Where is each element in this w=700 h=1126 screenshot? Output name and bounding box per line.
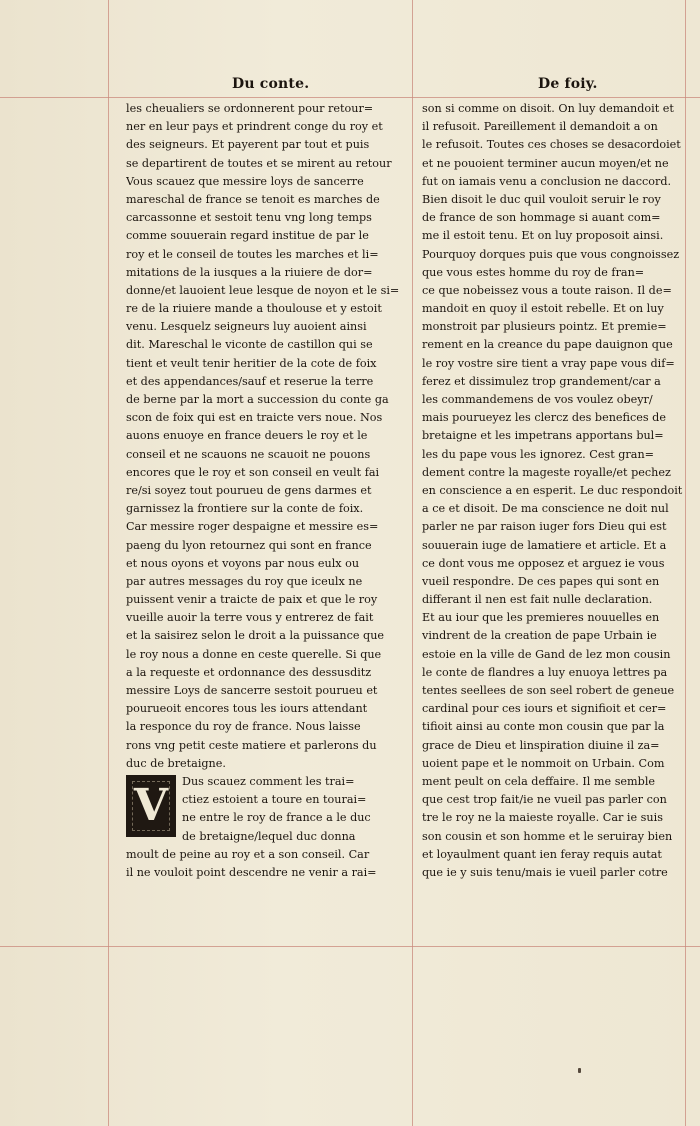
text-line: mareschal de france se tenoit es marches de	[126, 192, 380, 206]
text-line: et la saisirez selon le droit a la puissance que	[126, 629, 385, 643]
text-line: le conte de flandres a luy enuoya lettres pa	[422, 665, 668, 679]
text-line: Dus scauez comment les trai=	[182, 774, 355, 788]
text-line: ner en leur pays et prindrent conge du roy et	[126, 120, 383, 134]
text-line: de bretaigne/lequel duc donna	[182, 829, 356, 843]
text-line: le roy nous a donne en ceste querelle. Si que	[126, 647, 382, 661]
text-line: Car messire roger despaigne et messire es=	[126, 520, 379, 534]
text-line: son cousin et son homme et le seruiray bien	[422, 829, 673, 843]
text-line: tre le roy ne la maieste royalle. Car ie suis	[422, 811, 663, 825]
text-line: messire Loys de sancerre sestoit pourueu et	[126, 684, 378, 697]
text-line: de france de son hommage si auant com=	[422, 211, 661, 225]
margin-rule-left	[108, 0, 109, 1126]
text-line: a la requeste et ordonnance des dessusditz	[126, 665, 372, 679]
text-line: re/si soyez tout pourueu de gens darmes et	[126, 483, 372, 497]
text-line: roy et le conseil de toutes les marches et li=	[126, 247, 379, 261]
text-line: rons vng petit ceste matiere et parlerons du	[126, 738, 377, 752]
ink-speck	[578, 1068, 581, 1073]
text-line: monstroit par plusieurs pointz. Et premie=	[422, 320, 667, 334]
text-line: il refusoit. Pareillement il demandoit a on	[422, 120, 658, 134]
text-line: Vous scauez que messire loys de sancerre	[126, 174, 364, 188]
text-line: et loyaulment quant ien feray requis autat	[422, 847, 662, 861]
text-line: les commandemens de vos voulez obeyr/	[422, 393, 653, 406]
text-line: ment peult on cela deffaire. Il me semble	[422, 774, 656, 788]
right-text-column	[422, 100, 690, 882]
text-line: des seigneurs. Et payerent par tout et puis	[126, 138, 370, 152]
text-line: carcassonne et sestoit tenu vng long temps	[126, 211, 372, 225]
text-line: mandoit en quoy il estoit rebelle. Et on luy	[422, 302, 664, 316]
text-line: rement en la creance du pape dauignon que	[422, 338, 673, 352]
text-line: donne/et lauoient leue lesque de noyon et le si=	[126, 283, 400, 297]
text-line: ne entre le roy de france a le duc	[182, 811, 371, 825]
text-line: et des appendances/sauf et reserue la terre	[126, 374, 374, 388]
text-line: garnissez la frontiere sur la conte de foix.	[126, 502, 364, 516]
text-line: Bien disoit le duc quil vouloit seruir le roy	[422, 192, 661, 206]
text-line: mais pourueyez les clercz des benefices de	[422, 411, 666, 425]
text-line: estoie en la ville de Gand de lez mon cousin	[422, 647, 671, 661]
gutter-rule	[412, 0, 413, 1126]
text-line: la responce du roy de france. Nous laisse	[126, 720, 361, 734]
text-line: tentes seellees de son seel robert de geneue	[422, 684, 675, 697]
text-line: vueille auoir la terre vous y entrerez de fait	[126, 611, 374, 625]
chapter-opening	[126, 773, 408, 846]
text-line: tifioit ainsi au conte mon cousin que par la	[422, 720, 665, 734]
text-line: le refusoit. Toutes ces choses se desacordoiet	[422, 138, 681, 152]
text-line: pourueoit encores tous les iours attendant	[126, 702, 368, 716]
text-line: que cest trop fait/ie ne vueil pas parler con	[422, 793, 667, 807]
text-line: conseil et ne scauons ne scauoit ne pouons	[126, 447, 371, 461]
text-line: vindrent de la creation de pape Urbain ie	[422, 629, 657, 643]
text-line: que ie y suis tenu/mais ie vueil parler cotre	[422, 865, 668, 879]
text-line: cardinal pour ces iours et signifioit et cer=	[422, 702, 667, 716]
text-line: me il estoit tenu. Et on luy proposoit ainsi.	[422, 229, 664, 243]
text-line: les cheualiers se ordonnerent pour retour=	[126, 102, 374, 115]
running-header-right: De foiy.	[538, 76, 598, 92]
left-text-column	[126, 100, 408, 882]
text-line: tient et veult tenir heritier de la cote de foix	[126, 356, 377, 370]
text-line: puissent venir a traicte de paix et que le roy	[126, 593, 378, 607]
text-line: souuerain iuge de lamatiere et article. Et a	[422, 538, 667, 552]
text-line: ctiez estoient a toure en tourai=	[182, 793, 367, 807]
text-line: parler ne par raison iuger fors Dieu qui est	[422, 520, 667, 534]
text-line: uoient pape et le nommoit on Urbain. Com	[422, 756, 665, 770]
text-line: et nous oyons et voyons par nous eulx ou	[126, 556, 360, 570]
text-line: se departirent de toutes et se mirent au retour	[126, 156, 392, 170]
text-line: paeng du lyon retournez qui sont en france	[126, 538, 372, 552]
text-line: vueil respondre. De ces papes qui sont en	[422, 574, 660, 588]
text-line: que vous estes homme du roy de fran=	[422, 265, 645, 279]
running-header-left: Du conte.	[232, 76, 310, 92]
text-line: Pourquoy dorques puis que vous congnoissez	[422, 247, 680, 261]
text-line: en conscience a en esperit. Le duc respondoit	[422, 483, 683, 497]
text-line: duc de bretaigne.	[126, 756, 226, 770]
text-line: et ne pouoient terminer aucun moyen/et ne	[422, 156, 669, 170]
text-line: ce dont vous me opposez et arguez ie vous	[422, 556, 665, 570]
text-line: moult de peine au roy et a son conseil. Car	[126, 847, 370, 861]
text-line: re de la riuiere mande a thoulouse et y estoit	[126, 302, 382, 316]
text-line: ferez et dissimulez trop grandement/car a	[422, 374, 661, 388]
header-rule	[0, 97, 700, 98]
text-line: auons enuoye en france deuers le roy et le	[126, 429, 368, 443]
text-line: comme souuerain regard institue de par le	[126, 229, 369, 243]
text-line: a ce et disoit. De ma conscience ne doit nul	[422, 502, 669, 516]
text-line: dement contre la mageste royalle/et pechez	[422, 465, 671, 479]
text-line: scon de foix qui est en traicte vers noue. Nos	[126, 411, 383, 425]
text-line: son si comme on disoit. On luy demandoit et	[422, 102, 674, 115]
bottom-rule	[0, 946, 700, 947]
text-line: les du pape vous les ignorez. Cest gran=	[422, 447, 655, 461]
text-line: grace de Dieu et linspiration diuine il za=	[422, 738, 660, 752]
text-line: differant il nen est fait nulle declaration.	[422, 593, 653, 607]
text-line: le roy vostre sire tient a vray pape vous dif=	[422, 356, 675, 370]
text-line: bretaigne et les impetrans apportans bul=	[422, 429, 664, 443]
decorated-initial	[126, 775, 176, 837]
text-line: ce que nobeissez vous a toute raison. Il de=	[422, 283, 672, 297]
text-line: de berne par la mort a succession du conte ga	[126, 393, 389, 406]
text-line: fut on iamais venu a conclusion ne daccord.	[422, 174, 672, 188]
text-line: mitations de la iusques a la riuiere de dor=	[126, 265, 373, 279]
text-line: encores que le roy et son conseil en veult fai	[126, 465, 380, 479]
text-line: Et au iour que les premieres nouuelles en	[422, 611, 660, 625]
text-line: par autres messages du roy que iceulx ne	[126, 574, 363, 588]
text-line: dit. Mareschal le viconte de castillon qui se	[126, 338, 373, 352]
initial-letter: V	[133, 779, 169, 831]
text-line: venu. Lesquelz seigneurs luy auoient ainsi	[126, 320, 367, 334]
text-line: il ne vouloit point descendre ne venir a rai=	[126, 865, 377, 879]
